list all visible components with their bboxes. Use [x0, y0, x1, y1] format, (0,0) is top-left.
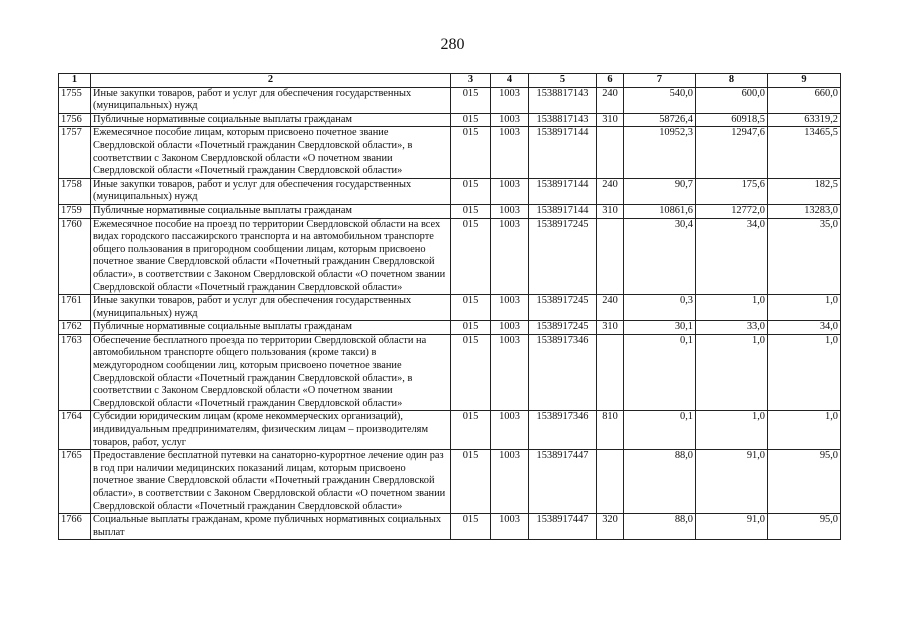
amount-cell: 90,7: [624, 178, 696, 204]
table-row: [59, 321, 841, 335]
target-article-cell: 1538917346: [529, 334, 597, 411]
row-name-cell: Субсидии юридическим лицам (кроме некоммерческих организаций), индивидуальным предпринимателям, физическим лицам – производителям товаров, работ, услуг: [91, 411, 451, 450]
table-row: [59, 218, 841, 295]
table-row: [59, 127, 841, 178]
table-row: [59, 295, 841, 321]
code-cell: 015: [451, 450, 491, 514]
row-number-cell: 1766: [59, 514, 91, 540]
section-code-cell: 1003: [491, 411, 529, 450]
section-code-cell: 1003: [491, 295, 529, 321]
amount-cell: 13283,0: [768, 204, 841, 218]
amount-cell: 13465,5: [768, 127, 841, 178]
row-name-cell: Предоставление бесплатной путевки на санаторно-курортное лечение один раз в год при наличии медицинских показаний лицам, которым присвоено почетное звание Свердловской области «Почетный гражданин Свердловской области», в соответствии с Законом Свердловской области «О почетном звании Свердловской области «Почетный гражданин Свердловской области»: [91, 450, 451, 514]
column-header: 1: [59, 74, 91, 88]
amount-cell: 1,0: [696, 295, 768, 321]
row-number-cell: 1761: [59, 295, 91, 321]
row-name-cell: Ежемесячное пособие лицам, которым присвоено почетное звание Свердловской области «Почетный гражданин Свердловской области», в соответствии с Законом Свердловской области «О почетном звании Свердловской области «Почетный гражданин Свердловской области»: [91, 127, 451, 178]
amount-cell: 34,0: [768, 321, 841, 335]
code-cell: 015: [451, 218, 491, 295]
code-cell: 015: [451, 411, 491, 450]
expense-type-cell: [597, 334, 624, 411]
expense-type-cell: 240: [597, 178, 624, 204]
amount-cell: 58726,4: [624, 113, 696, 127]
section-code-cell: 1003: [491, 321, 529, 335]
table-row: [59, 411, 841, 450]
row-number-cell: 1756: [59, 113, 91, 127]
target-article-cell: 1538917245: [529, 321, 597, 335]
expense-type-cell: 310: [597, 321, 624, 335]
amount-cell: 1,0: [696, 411, 768, 450]
column-header: 2: [91, 74, 451, 88]
amount-cell: 91,0: [696, 514, 768, 540]
table-row: [59, 178, 841, 204]
amount-cell: 0,1: [624, 411, 696, 450]
table-row: [59, 204, 841, 218]
code-cell: 015: [451, 127, 491, 178]
row-number-cell: 1764: [59, 411, 91, 450]
table-header-row: [59, 74, 841, 88]
row-name-cell: Иные закупки товаров, работ и услуг для обеспечения государственных (муниципальных) нужд: [91, 178, 451, 204]
amount-cell: 10861,6: [624, 204, 696, 218]
row-name-cell: Иные закупки товаров, работ и услуг для обеспечения государственных (муниципальных) нужд: [91, 87, 451, 113]
section-code-cell: 1003: [491, 450, 529, 514]
code-cell: 015: [451, 204, 491, 218]
expense-type-cell: 240: [597, 295, 624, 321]
row-name-cell: Социальные выплаты гражданам, кроме публичных нормативных социальных выплат: [91, 514, 451, 540]
expense-type-cell: 810: [597, 411, 624, 450]
amount-cell: 1,0: [696, 334, 768, 411]
expense-type-cell: 310: [597, 204, 624, 218]
budget-table: [58, 73, 841, 540]
amount-cell: 88,0: [624, 450, 696, 514]
amount-cell: 540,0: [624, 87, 696, 113]
expense-type-cell: 320: [597, 514, 624, 540]
row-number-cell: 1760: [59, 218, 91, 295]
amount-cell: 95,0: [768, 514, 841, 540]
amount-cell: 34,0: [696, 218, 768, 295]
target-article-cell: 1538917245: [529, 295, 597, 321]
column-header: 7: [624, 74, 696, 88]
code-cell: 015: [451, 334, 491, 411]
section-code-cell: 1003: [491, 178, 529, 204]
target-article-cell: 1538917144: [529, 178, 597, 204]
amount-cell: 1,0: [768, 295, 841, 321]
row-name-cell: Публичные нормативные социальные выплаты гражданам: [91, 204, 451, 218]
amount-cell: 0,3: [624, 295, 696, 321]
amount-cell: 0,1: [624, 334, 696, 411]
code-cell: 015: [451, 514, 491, 540]
amount-cell: 63319,2: [768, 113, 841, 127]
row-number-cell: 1763: [59, 334, 91, 411]
column-header: 5: [529, 74, 597, 88]
table-row: [59, 450, 841, 514]
section-code-cell: 1003: [491, 87, 529, 113]
target-article-cell: 1538917144: [529, 127, 597, 178]
code-cell: 015: [451, 321, 491, 335]
row-number-cell: 1759: [59, 204, 91, 218]
table-row: [59, 514, 841, 540]
code-cell: 015: [451, 113, 491, 127]
amount-cell: 660,0: [768, 87, 841, 113]
section-code-cell: 1003: [491, 204, 529, 218]
target-article-cell: 1538917447: [529, 514, 597, 540]
column-header: 8: [696, 74, 768, 88]
amount-cell: 12947,6: [696, 127, 768, 178]
code-cell: 015: [451, 87, 491, 113]
amount-cell: 182,5: [768, 178, 841, 204]
section-code-cell: 1003: [491, 334, 529, 411]
table-row: [59, 87, 841, 113]
row-number-cell: 1755: [59, 87, 91, 113]
amount-cell: 175,6: [696, 178, 768, 204]
amount-cell: 33,0: [696, 321, 768, 335]
target-article-cell: 1538817143: [529, 87, 597, 113]
expense-type-cell: [597, 450, 624, 514]
code-cell: 015: [451, 295, 491, 321]
table-row: [59, 113, 841, 127]
row-number-cell: 1765: [59, 450, 91, 514]
section-code-cell: 1003: [491, 113, 529, 127]
expense-type-cell: [597, 218, 624, 295]
target-article-cell: 1538917144: [529, 204, 597, 218]
row-number-cell: 1758: [59, 178, 91, 204]
target-article-cell: 1538917346: [529, 411, 597, 450]
amount-cell: 91,0: [696, 450, 768, 514]
row-number-cell: 1757: [59, 127, 91, 178]
amount-cell: 10952,3: [624, 127, 696, 178]
expense-type-cell: 240: [597, 87, 624, 113]
column-header: 6: [597, 74, 624, 88]
amount-cell: 1,0: [768, 334, 841, 411]
row-name-cell: Публичные нормативные социальные выплаты гражданам: [91, 321, 451, 335]
amount-cell: 88,0: [624, 514, 696, 540]
column-header: 3: [451, 74, 491, 88]
row-number-cell: 1762: [59, 321, 91, 335]
expense-type-cell: [597, 127, 624, 178]
column-header: 4: [491, 74, 529, 88]
amount-cell: 35,0: [768, 218, 841, 295]
amount-cell: 95,0: [768, 450, 841, 514]
row-name-cell: Ежемесячное пособие на проезд по территории Свердловской области на всех видах городского пассажирского транспорта и на автомобильном транспорте общего пользования в пригородном сообщении лицам, которым присвоено почетное звание Свердловской области «Почетный гражданин Свердловской области», в соответствии с Законом Свердловской области «О почетном звании Свердловской области «Почетный гражданин Свердловской области»: [91, 218, 451, 295]
code-cell: 015: [451, 178, 491, 204]
target-article-cell: 1538917245: [529, 218, 597, 295]
table-row: [59, 334, 841, 411]
target-article-cell: 1538917447: [529, 450, 597, 514]
amount-cell: 60918,5: [696, 113, 768, 127]
row-name-cell: Иные закупки товаров, работ и услуг для обеспечения государственных (муниципальных) нужд: [91, 295, 451, 321]
amount-cell: 30,1: [624, 321, 696, 335]
amount-cell: 12772,0: [696, 204, 768, 218]
section-code-cell: 1003: [491, 127, 529, 178]
expense-type-cell: 310: [597, 113, 624, 127]
column-header: 9: [768, 74, 841, 88]
amount-cell: 1,0: [768, 411, 841, 450]
section-code-cell: 1003: [491, 514, 529, 540]
row-name-cell: Публичные нормативные социальные выплаты гражданам: [91, 113, 451, 127]
target-article-cell: 1538817143: [529, 113, 597, 127]
row-name-cell: Обеспечение бесплатного проезда по территории Свердловской области на автомобильном транспорте общего пользования (кроме такси) в междугородном сообщении лиц, которым присвоено почетное звание Свердловской области «Почетный гражданин Свердловской области», в соответствии с Законом Свердловской области «О почетном звании Свердловской области «Почетный гражданин Свердловской области»: [91, 334, 451, 411]
page-number: 280: [440, 36, 465, 53]
amount-cell: 30,4: [624, 218, 696, 295]
amount-cell: 600,0: [696, 87, 768, 113]
section-code-cell: 1003: [491, 218, 529, 295]
